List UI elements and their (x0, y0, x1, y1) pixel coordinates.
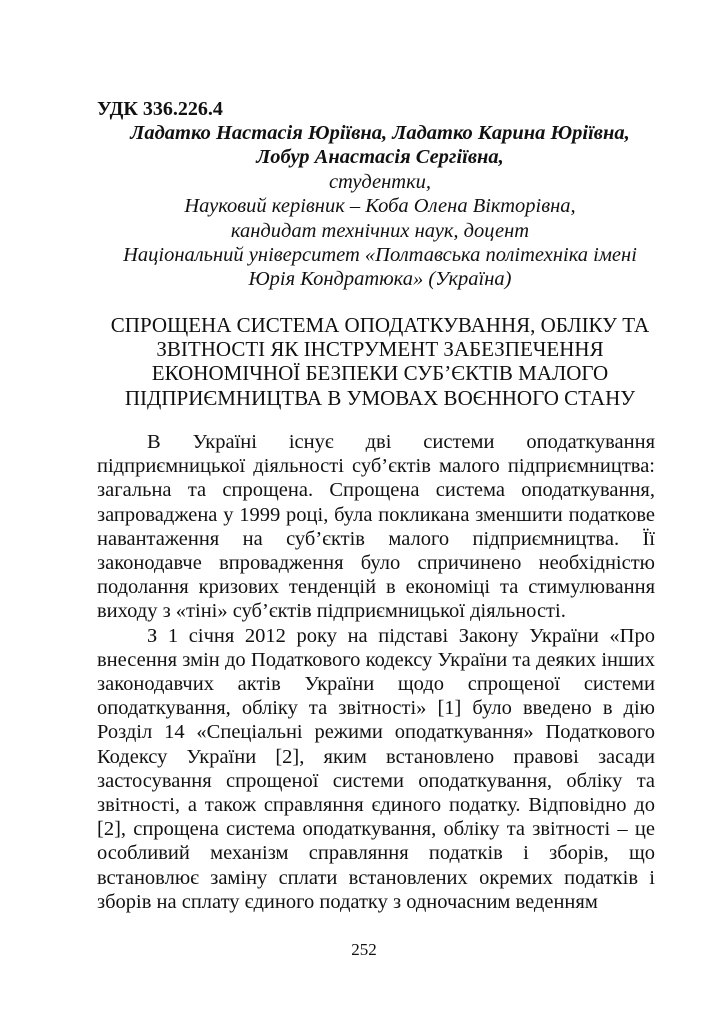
title-line-2: ЗВІТНОСТІ ЯК ІНСТРУМЕНТ ЗАБЕЗПЕЧЕННЯ (156, 337, 604, 362)
body-text (97, 430, 655, 914)
title-line-3: ЕКОНОМІЧНОЇ БЕЗПЕКИ СУБ’ЄКТІВ МАЛОГО (151, 361, 609, 386)
title-line-4: ПІДПРИЄМНИЦТВА В УМОВАХ ВОЄННОГО СТАНУ (124, 385, 636, 410)
title-line-1: СПРОЩЕНА СИСТЕМА ОПОДАТКУВАННЯ, ОБЛІКУ ТА (110, 313, 650, 337)
authors-line-2: Лобур Анастасія Сергіївна, (256, 146, 504, 169)
paragraph-2: З 1 січня 2012 року на підставі Закону України «Про внесення змін до Податкового кодексу України та деяких інших законодавчих актів України щодо спрощеної системи оподаткування, обліку та звітності» [1] було введено в дію Розділ 14 «Спеціальні режими оподаткування» Податкового Кодексу України [2], яким встановлено правові засади застосування спрощеної системи оподаткування, обліку та звітності, а також справляння єдиного податку. Відповідно до [2], спрощена система оподаткування, обліку та звітності – це особливий механізм справляння податків і зборів, що встановлює заміну сплати встановлених окремих податків і зборів на сплату єдиного податку з одночасним веденням (97, 624, 655, 913)
authors-line-1: Ладатко Настасія Юріївна, Ладатко Карина Юріївна, (130, 122, 630, 144)
author-status: студентки, (328, 170, 432, 193)
page-number: 252 (351, 940, 377, 959)
supervisor-degree: кандидат технічних наук, доцент (230, 219, 530, 242)
paper-title (90, 313, 670, 410)
header-block (90, 121, 670, 292)
university-line-2: Юрія Кондратюка» (Україна) (248, 268, 512, 291)
university-line-1: Національний університет «Полтавська політехніка імені (123, 244, 637, 267)
udk-code: УДК 336.226.4 (97, 98, 223, 120)
supervisor: Науковий керівник – Коба Олена Вікторівна, (184, 195, 576, 218)
paragraph-1: В Україні існує дві системи оподаткування підприємницької діяльності суб’єктів малого підприємництва: загальна та спрощена. Спрощена система оподаткування, запроваджена у 1999 році, була покликана зменшити податкове навантаження на суб’єктів малого підприємництва. Її законодавче впровадження було спричинено необхідністю подолання кризових тенденцій в економіці та стимулювання виходу з «тіні» суб’єктів підприємницької діяльності. (97, 431, 655, 623)
